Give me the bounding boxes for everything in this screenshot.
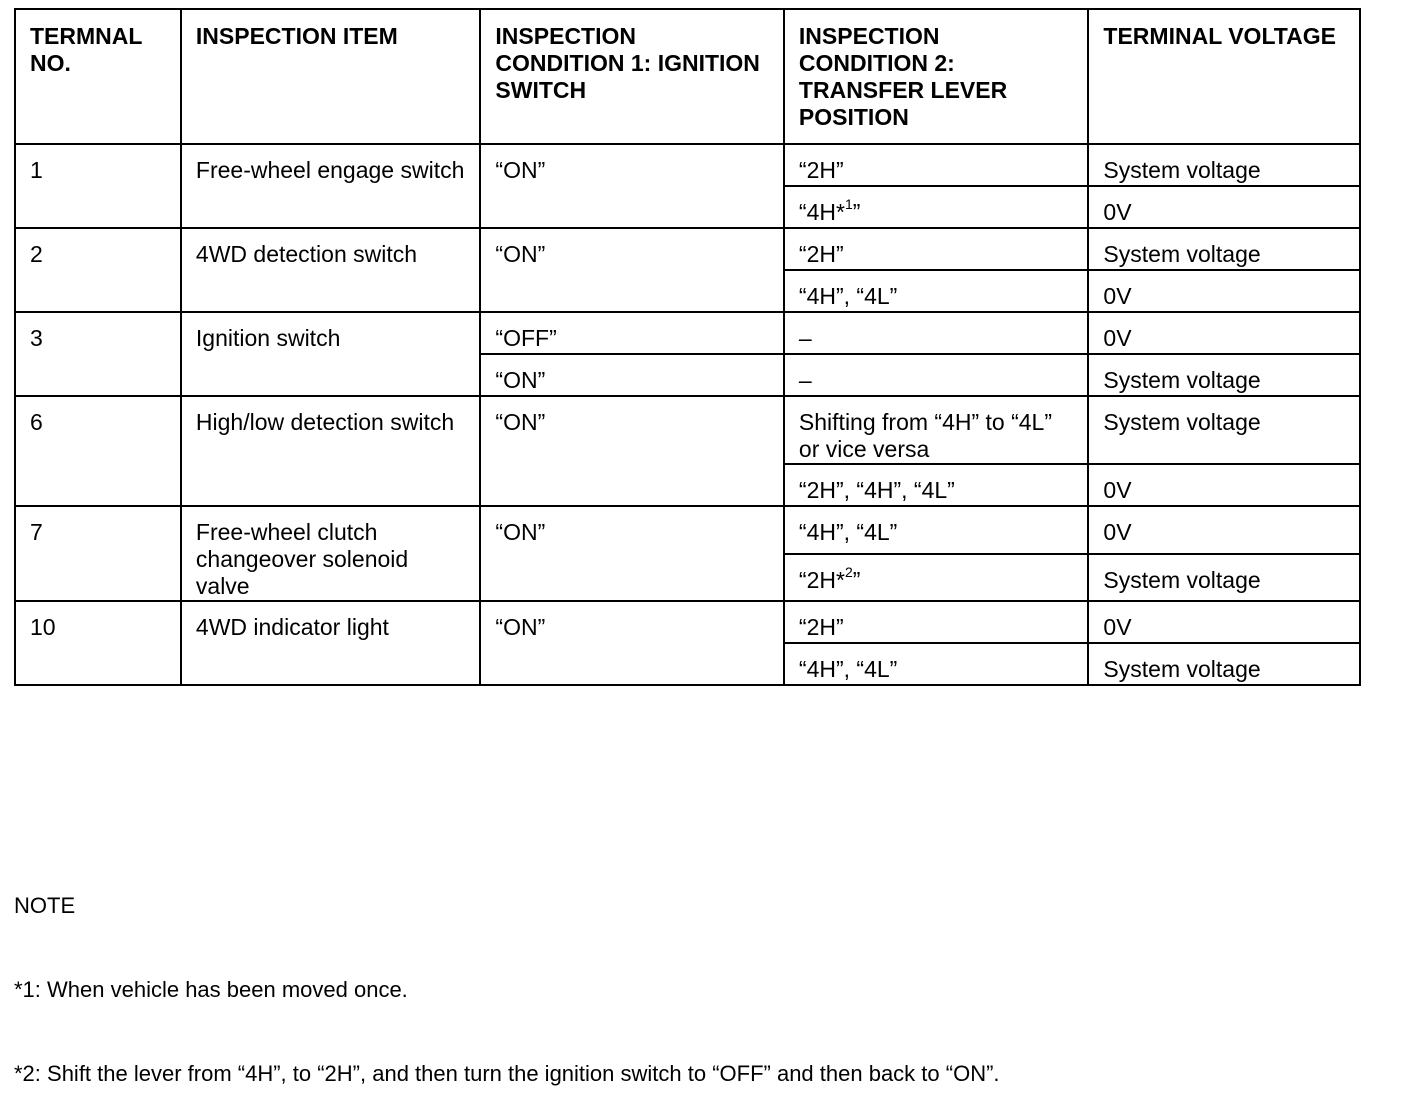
voltage-cell: 0V (1088, 506, 1360, 554)
note-line-1: *1: When vehicle has been moved once. (14, 977, 408, 1002)
table-row (15, 144, 1360, 186)
condition-2-cell: “2H” (784, 228, 1089, 270)
inspection-item-cell: Free-wheel engage switch (181, 144, 481, 228)
voltage-cell: System voltage (1088, 396, 1360, 464)
condition-2-cell (784, 186, 1089, 228)
condition-1-cell: “ON” (480, 601, 784, 685)
condition-2-tail: ” (852, 566, 861, 593)
terminal-no-cell: 3 (15, 312, 181, 396)
condition-1-cell: “OFF” (480, 312, 784, 354)
terminal-no-cell: 10 (15, 601, 181, 685)
table-row (15, 506, 1360, 554)
table-row (15, 601, 1360, 643)
condition-2-text: “4H* (798, 199, 845, 225)
condition-2-cell: Shifting from “4H” to “4L” or vice versa (784, 396, 1089, 464)
voltage-cell: System voltage (1088, 554, 1360, 602)
table-row (15, 312, 1360, 354)
voltage-cell: 0V (1088, 186, 1360, 228)
condition-2-cell: – (784, 354, 1089, 396)
condition-2-cell: “4H”, “4L” (784, 506, 1089, 554)
condition-2-cell: – (784, 312, 1089, 354)
condition-2-cell: “4H”, “4L” (784, 270, 1089, 312)
condition-1-cell: “ON” (480, 354, 784, 396)
terminal-no-cell: 7 (15, 506, 181, 601)
terminal-no-cell: 2 (15, 228, 181, 312)
voltage-cell: System voltage (1088, 144, 1360, 186)
voltage-cell: System voltage (1088, 228, 1360, 270)
condition-2-cell: “2H” (784, 601, 1089, 643)
header-condition-2: INSPECTION CONDITION 2: TRANSFER LEVER POSITION (784, 9, 1089, 144)
inspection-item-cell: High/low detection switch (181, 396, 481, 506)
table-row (15, 396, 1360, 464)
condition-1-cell: “ON” (480, 506, 784, 601)
terminal-no-cell: 6 (15, 396, 181, 506)
inspection-item-cell: Free-wheel clutch changeover solenoid valve (181, 506, 481, 601)
condition-1-cell: “ON” (480, 228, 784, 312)
notes-section (14, 836, 1000, 1116)
condition-1-cell: “ON” (480, 396, 784, 506)
condition-2-text: “2H* (798, 566, 845, 593)
condition-2-tail: ” (852, 199, 861, 225)
voltage-cell: 0V (1088, 464, 1360, 506)
voltage-cell: 0V (1088, 601, 1360, 643)
inspection-item-cell: 4WD detection switch (181, 228, 481, 312)
header-terminal-voltage: TERMINAL VOLTAGE (1088, 9, 1360, 144)
condition-2-cell: “4H”, “4L” (784, 643, 1089, 685)
condition-2-cell (784, 554, 1089, 602)
voltage-cell: 0V (1088, 270, 1360, 312)
voltage-cell: System voltage (1088, 643, 1360, 685)
footnote-ref: 1 (844, 196, 853, 213)
header-condition-1: INSPECTION CONDITION 1: IGNITION SWITCH (480, 9, 784, 144)
condition-2-cell: “2H” (784, 144, 1089, 186)
note-title: NOTE (14, 893, 76, 918)
footnote-ref: 2 (844, 563, 853, 580)
inspection-table (14, 8, 1361, 686)
table-row (15, 228, 1360, 270)
note-line-2: *2: Shift the lever from “4H”, to “2H”, and then turn the ignition switch to “OFF” and then back to “ON”. (14, 1061, 1000, 1086)
header-row (15, 9, 1360, 144)
voltage-cell: System voltage (1088, 354, 1360, 396)
condition-2-cell: “2H”, “4H”, “4L” (784, 464, 1089, 506)
inspection-item-cell: Ignition switch (181, 312, 481, 396)
condition-1-cell: “ON” (480, 144, 784, 228)
inspection-item-cell: 4WD indicator light (181, 601, 481, 685)
voltage-cell: 0V (1088, 312, 1360, 354)
terminal-no-cell: 1 (15, 144, 181, 228)
header-inspection-item: INSPECTION ITEM (181, 9, 481, 144)
header-terminal-no: TERMNAL NO. (15, 9, 181, 144)
